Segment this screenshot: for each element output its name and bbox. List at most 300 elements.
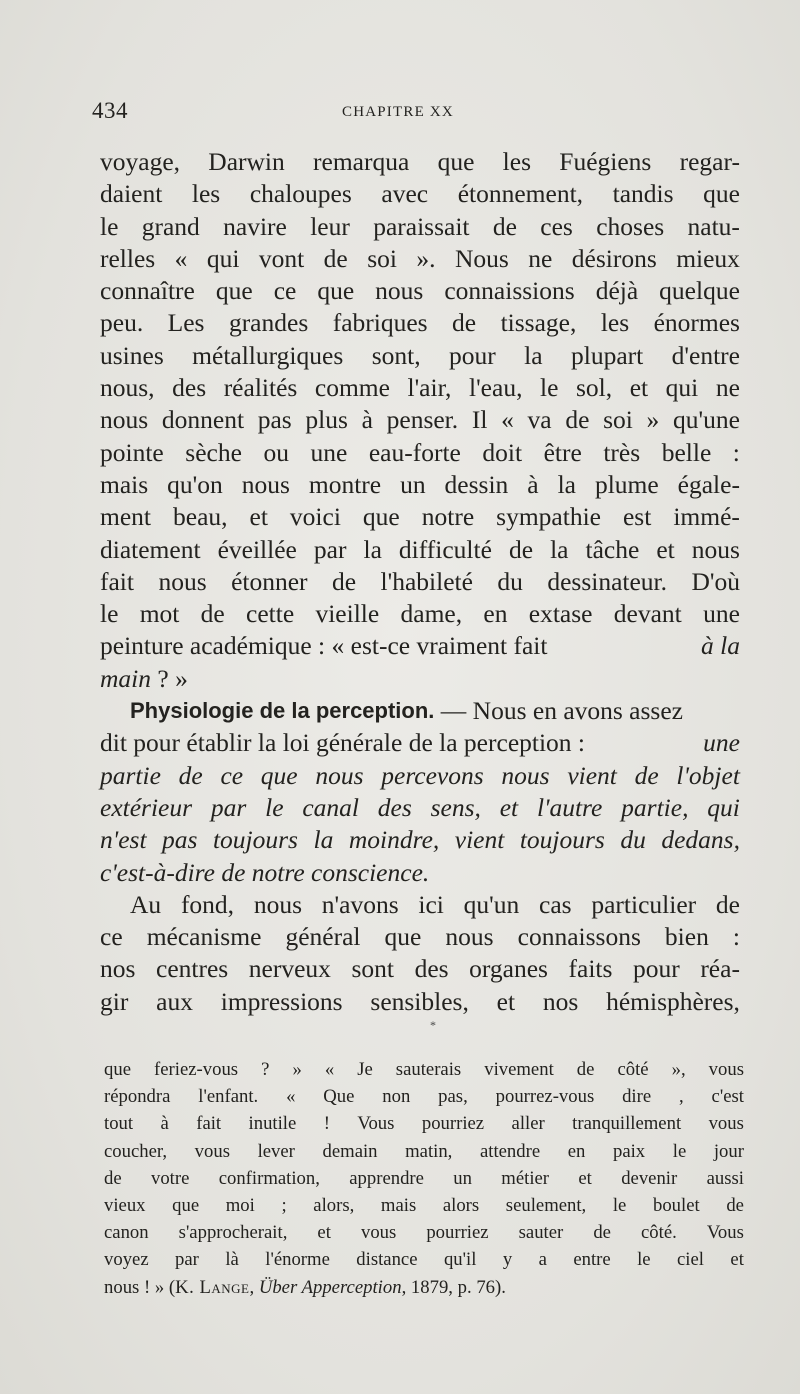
- word: partie,: [621, 792, 689, 822]
- word: apprendre: [349, 1167, 424, 1189]
- word: »,: [671, 1059, 686, 1080]
- body-line: [100, 243, 740, 275]
- word: :: [732, 437, 740, 467]
- body-line: [100, 178, 740, 210]
- word: et: [629, 373, 649, 403]
- word: et: [249, 502, 268, 532]
- word: aussi: [706, 1167, 744, 1189]
- word: du: [497, 566, 523, 596]
- word: ;: [281, 1194, 287, 1216]
- word: énormes: [653, 308, 740, 338]
- word: de: [200, 599, 225, 629]
- word: ce: [220, 760, 244, 790]
- word: n'avons: [321, 889, 399, 919]
- body-line: [100, 211, 740, 243]
- word: ciel: [677, 1249, 704, 1271]
- word: nous: [315, 760, 364, 790]
- word: »: [646, 405, 660, 435]
- word: ,: [679, 1086, 684, 1108]
- text-run: ,: [249, 1276, 259, 1298]
- word: dame,: [400, 599, 463, 629]
- word: ne: [528, 243, 553, 273]
- paragraph-heading-line: [100, 695, 740, 727]
- word: partie: [100, 760, 161, 790]
- word: qu'on: [167, 469, 223, 499]
- body-line: [100, 469, 740, 501]
- word: qu'une: [672, 405, 740, 435]
- text-run: dit pour établir la loi générale de la perception :: [100, 728, 586, 758]
- word: de: [565, 405, 590, 435]
- word: Nous: [454, 243, 509, 273]
- word: éveillée: [217, 534, 297, 564]
- word: grand: [141, 211, 200, 241]
- word: l'objet: [676, 760, 740, 790]
- word: devant: [613, 599, 682, 629]
- word: ».: [416, 243, 436, 273]
- word: en: [483, 599, 508, 629]
- word: que: [260, 760, 298, 790]
- word: nous: [253, 889, 303, 919]
- word: ce: [273, 276, 297, 306]
- word: très: [603, 437, 641, 467]
- word: inutile: [248, 1113, 297, 1135]
- word: être: [543, 437, 582, 467]
- word: pointe: [100, 437, 164, 467]
- word: soi: [603, 405, 633, 435]
- word: aux: [156, 986, 193, 1016]
- word: de: [492, 211, 517, 241]
- word: les: [600, 308, 630, 338]
- body-line: [100, 727, 740, 759]
- word: de: [726, 1194, 744, 1216]
- running-head: CHAPITRE XX: [342, 104, 454, 120]
- body-line: [100, 663, 740, 695]
- word: la: [524, 340, 543, 370]
- word: mieux: [676, 243, 740, 273]
- word: canon: [104, 1222, 149, 1244]
- word: jour: [713, 1140, 744, 1162]
- word: sont: [351, 954, 394, 984]
- word: étonnement,: [457, 179, 584, 209]
- word: percevons: [381, 760, 484, 790]
- footnote-line: [104, 1056, 744, 1083]
- word: une: [310, 437, 348, 467]
- word: Je: [357, 1059, 373, 1080]
- body-line: [100, 275, 740, 307]
- word: dessin: [444, 469, 509, 499]
- word: que: [317, 276, 355, 306]
- word: eau-forte: [368, 437, 461, 467]
- word: répondra: [104, 1086, 171, 1108]
- word: alors,: [313, 1194, 355, 1216]
- word: tissage,: [500, 308, 577, 338]
- word: entre: [573, 1249, 611, 1271]
- text-run: , 1879, p. 76).: [401, 1276, 506, 1298]
- word: de: [104, 1167, 122, 1189]
- word: de: [332, 566, 357, 596]
- word: «: [174, 243, 188, 273]
- word: mot: [139, 599, 180, 629]
- word: plus: [305, 405, 348, 435]
- body-line: [100, 792, 740, 824]
- word: impressions: [220, 986, 343, 1016]
- body-text: [100, 146, 740, 1018]
- word: sauterais: [395, 1059, 462, 1080]
- word: vous: [708, 1113, 744, 1135]
- word: nous: [501, 760, 550, 790]
- word: peu.: [100, 308, 144, 338]
- word: nous: [445, 922, 494, 952]
- word: vivement: [484, 1059, 554, 1080]
- word: là: [225, 1249, 239, 1271]
- word: ment: [100, 502, 151, 532]
- word: sèche: [185, 437, 242, 467]
- word: pas,: [438, 1086, 468, 1108]
- word: aller: [511, 1113, 545, 1135]
- word: Vous: [357, 1113, 395, 1135]
- word: comme: [314, 373, 390, 403]
- word: sauter: [518, 1222, 564, 1244]
- word: natu-: [687, 211, 740, 241]
- body-line: [100, 986, 740, 1018]
- word: va: [527, 405, 552, 435]
- word: que: [437, 147, 475, 176]
- footnote: [104, 1056, 744, 1301]
- word: côté.: [641, 1222, 677, 1244]
- word: navire: [223, 211, 287, 241]
- word: voici: [289, 502, 341, 532]
- word: D'où: [691, 566, 740, 596]
- word: c'est: [711, 1086, 744, 1108]
- word: vient: [567, 760, 617, 790]
- word: grandes: [228, 308, 309, 338]
- word: de: [323, 243, 348, 273]
- word: mais: [100, 469, 149, 499]
- word: voyage,: [100, 147, 181, 176]
- word: centres: [156, 954, 229, 984]
- footnote-line: [104, 1192, 744, 1219]
- word: le: [100, 599, 119, 629]
- word: l'enfant.: [198, 1086, 259, 1108]
- word: et: [578, 1167, 592, 1189]
- body-line: [100, 566, 740, 598]
- word: Les: [167, 308, 205, 338]
- text-run: ? »: [151, 663, 188, 693]
- word: tranquillement: [572, 1113, 682, 1135]
- word: tandis: [612, 179, 674, 209]
- word: la: [363, 534, 382, 564]
- word: côté: [617, 1059, 649, 1080]
- word: que: [384, 922, 422, 952]
- word: la: [313, 825, 334, 855]
- word: sont,: [371, 340, 421, 370]
- text-run: nous ! » (: [104, 1276, 176, 1298]
- word: paix: [612, 1140, 646, 1162]
- body-line: [100, 824, 740, 856]
- word: à: [160, 1113, 169, 1135]
- word: sens,: [430, 792, 481, 822]
- word: l'air,: [407, 373, 452, 403]
- word: le: [265, 792, 284, 822]
- word: nous: [158, 566, 207, 596]
- word: tâche: [585, 534, 640, 564]
- word: désirons: [571, 243, 657, 273]
- word: ce: [100, 922, 123, 952]
- footnote-line: [104, 1110, 744, 1137]
- word: remarqua: [313, 147, 410, 176]
- word: devenir: [621, 1167, 678, 1189]
- word: vieux: [104, 1194, 146, 1216]
- word: la: [550, 534, 569, 564]
- body-line: c'est-à-dire de notre conscience.: [100, 857, 430, 887]
- word: étonner: [231, 566, 308, 596]
- word: relles: [100, 243, 156, 273]
- word: qui: [707, 792, 740, 822]
- word: la: [557, 469, 576, 499]
- word: une: [703, 599, 740, 629]
- word: »: [292, 1059, 302, 1080]
- body-line: [100, 501, 740, 533]
- word: du: [620, 825, 646, 855]
- word: ou: [263, 437, 289, 467]
- word: connaissons: [517, 922, 641, 952]
- word: coucher,: [104, 1140, 168, 1162]
- word: gir: [100, 986, 129, 1016]
- word: tout: [104, 1113, 134, 1135]
- word: Vous: [706, 1222, 744, 1244]
- body-line: [100, 437, 740, 469]
- word: l'autre: [536, 792, 603, 822]
- body-line: [100, 307, 740, 339]
- word: fait: [196, 1113, 222, 1135]
- body-line: [100, 598, 740, 630]
- word: hémisphères,: [606, 986, 740, 1016]
- word: avec: [381, 179, 429, 209]
- word: canal: [302, 792, 359, 822]
- footnote-line: [104, 1165, 744, 1192]
- word: plupart: [571, 340, 644, 370]
- word: le: [100, 211, 119, 241]
- body-line: [100, 630, 740, 662]
- word: boulet: [652, 1194, 700, 1216]
- page-number: 434: [92, 98, 128, 123]
- word: soi: [367, 243, 397, 273]
- word: le: [672, 1140, 687, 1162]
- word: qui: [665, 373, 699, 403]
- word: Fuégiens: [559, 147, 652, 176]
- word: l'énorme: [265, 1249, 330, 1271]
- word: fond,: [180, 889, 235, 919]
- word: en: [567, 1140, 586, 1162]
- section-heading: Physiologie de la perception.: [130, 698, 435, 724]
- word: pas: [162, 825, 198, 855]
- word: d'entre: [671, 340, 740, 370]
- body-line: [100, 921, 740, 953]
- word: vont: [258, 243, 305, 273]
- word: «: [501, 405, 514, 435]
- word: un: [400, 469, 426, 499]
- word: cette: [246, 599, 295, 629]
- body-line: [100, 534, 740, 566]
- word: des: [377, 792, 412, 822]
- word: Darwin: [208, 147, 285, 176]
- word: l'eau,: [469, 373, 523, 403]
- word: Au: [130, 889, 162, 919]
- word: égale-: [677, 469, 740, 499]
- word: qu'un: [463, 889, 520, 919]
- word: usines: [100, 340, 164, 370]
- word: dedans,: [661, 825, 740, 855]
- word: doit: [482, 437, 523, 467]
- word: vous: [194, 1140, 230, 1162]
- word: que: [215, 276, 253, 306]
- word: nos: [100, 954, 136, 984]
- word: que: [703, 179, 740, 209]
- word: ne: [715, 373, 740, 403]
- word: que: [104, 1059, 131, 1080]
- word: moi: [225, 1194, 255, 1216]
- word: à: [527, 469, 539, 499]
- text-run: peinture académique : « est-ce vraiment fait: [100, 631, 548, 661]
- word: réa-: [700, 954, 740, 984]
- word: confirmation,: [218, 1167, 320, 1189]
- word: plume: [594, 469, 659, 499]
- citation-title: Über Apperception: [258, 1276, 402, 1298]
- word: cas: [539, 889, 572, 919]
- word: par: [175, 1249, 199, 1271]
- word: un: [453, 1167, 472, 1189]
- footnote-line: [104, 1138, 744, 1165]
- word: demain: [322, 1140, 378, 1162]
- word: feriez-vous: [154, 1059, 239, 1080]
- footnote-separator: *: [430, 1018, 436, 1032]
- word: nos: [542, 986, 579, 1016]
- word: toujours: [212, 825, 298, 855]
- word: pour: [449, 340, 496, 370]
- body-line: [100, 404, 740, 436]
- word: y: [502, 1249, 513, 1271]
- word: à: [361, 405, 373, 435]
- word: sol,: [575, 373, 613, 403]
- word: par: [210, 792, 247, 822]
- word: que: [172, 1194, 200, 1216]
- word: métallurgiques: [192, 340, 344, 370]
- word: votre: [150, 1167, 190, 1189]
- word: paraissait: [373, 211, 470, 241]
- word: et: [496, 986, 516, 1016]
- word: daient: [100, 179, 163, 209]
- word: de: [634, 760, 659, 790]
- word: beau,: [173, 502, 228, 532]
- word: par: [313, 534, 347, 564]
- word: montre: [308, 469, 382, 499]
- word: mais: [380, 1194, 417, 1216]
- footnote-citation-line: [104, 1274, 744, 1301]
- text-run: — Nous en avons assez: [434, 696, 683, 726]
- word: nous: [691, 534, 740, 564]
- word: immé-: [673, 502, 740, 532]
- footnote-line: [104, 1219, 744, 1246]
- word: nous,: [100, 373, 155, 403]
- word: !: [323, 1113, 330, 1135]
- word: ces: [540, 211, 573, 241]
- word: n'est: [100, 825, 147, 855]
- word: que: [362, 502, 400, 532]
- word: s'approcherait,: [178, 1222, 288, 1244]
- word: et: [317, 1222, 331, 1244]
- word: penser.: [386, 405, 459, 435]
- body-line: [100, 760, 740, 792]
- word: nous: [241, 469, 290, 499]
- word: pour: [633, 954, 680, 984]
- word: regar-: [679, 147, 740, 176]
- word: vous: [360, 1222, 397, 1244]
- italic-run: une: [703, 728, 740, 758]
- word: le: [612, 1194, 627, 1216]
- word: réalités: [223, 373, 298, 403]
- word: dessinateur.: [547, 566, 668, 596]
- word: extase: [528, 599, 593, 629]
- word: de: [178, 760, 203, 790]
- word: particulier: [591, 889, 697, 919]
- word: vient: [454, 825, 505, 855]
- word: mécanisme: [146, 922, 262, 952]
- word: nerveux: [248, 954, 331, 984]
- word: alors: [442, 1194, 480, 1216]
- body-line: [100, 953, 740, 985]
- word: matin,: [405, 1140, 453, 1162]
- word: bien: [664, 922, 709, 952]
- word: et: [656, 534, 675, 564]
- word: sympathie: [496, 502, 601, 532]
- word: distance: [356, 1249, 418, 1271]
- word: :: [732, 922, 740, 952]
- word: les: [191, 179, 221, 209]
- word: connaissions: [444, 276, 575, 306]
- word: de: [452, 308, 477, 338]
- word: connaître: [100, 276, 195, 306]
- word: de: [715, 889, 740, 919]
- word: l'habileté: [380, 566, 473, 596]
- word: extérieur: [100, 792, 193, 822]
- word: et: [499, 792, 519, 822]
- word: «: [324, 1059, 335, 1080]
- word: faits: [568, 954, 613, 984]
- word: Que: [323, 1086, 355, 1108]
- word: ?: [261, 1059, 270, 1080]
- word: est: [622, 502, 652, 532]
- citation-author: K. Lange: [175, 1276, 250, 1298]
- word: pourriez: [421, 1113, 485, 1135]
- italic-run: main: [100, 663, 151, 693]
- word: donnent: [161, 405, 245, 435]
- word: le: [540, 373, 559, 403]
- word: organes: [469, 954, 548, 984]
- word: vous: [708, 1059, 744, 1080]
- italic-run: à la: [701, 631, 740, 661]
- word: des: [172, 373, 207, 403]
- word: ici: [418, 889, 444, 919]
- word: seulement,: [505, 1194, 587, 1216]
- word: de: [576, 1059, 595, 1080]
- word: «: [286, 1086, 296, 1108]
- word: nous: [375, 276, 424, 306]
- word: belle: [661, 437, 712, 467]
- word: sensibles,: [370, 986, 469, 1016]
- word: dire: [622, 1086, 652, 1108]
- word: choses: [596, 211, 665, 241]
- word: de: [508, 534, 534, 564]
